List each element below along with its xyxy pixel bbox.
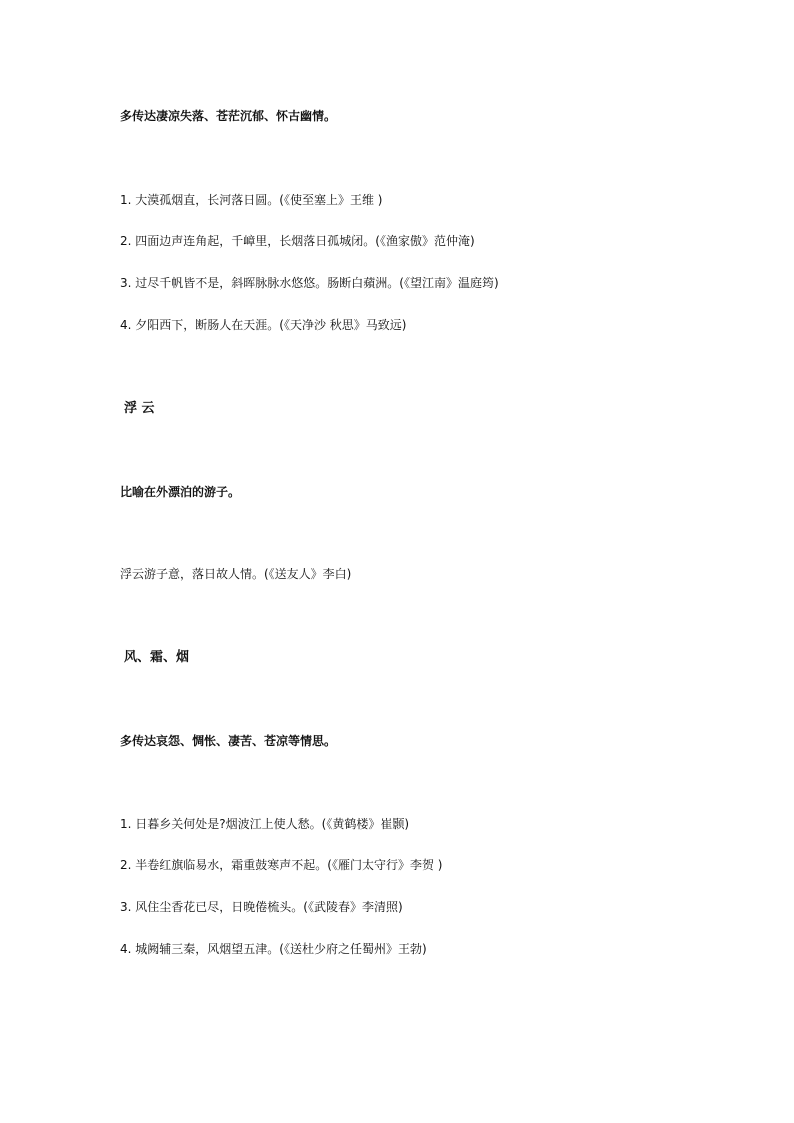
list-item: 2. 四面边声连角起，千嶂里，长烟落日孤城闭。(《渔家傲》范仲淹) [120,234,475,248]
section2-summary: 比喻在外漂泊的游子。 [120,485,241,499]
section2-heading: 浮 云 [124,401,155,416]
list-item: 1. 大漠孤烟直，长河落日圆。(《使至塞上》王维 ) [120,193,383,207]
list-item: 4. 夕阳西下，断肠人在天涯。(《天净沙 秋思》马致远) [120,318,407,332]
list-item: 浮云游子意，落日故人情。(《送友人》李白) [120,567,352,581]
list-item: 2. 半卷红旗临易水，霜重鼓寒声不起。(《雁门太守行》李贺 ) [120,858,443,872]
section1-summary: 多传达凄凉失落、苍茫沉郁、怀古幽情。 [120,109,337,123]
section3-summary: 多传达哀怨、惆怅、凄苦、苍凉等情思。 [120,734,337,748]
section3-heading: 风、霜、烟 [124,650,190,665]
list-item: 3. 风住尘香花已尽，日晚倦梳头。(《武陵春》李清照) [120,900,403,914]
list-item: 4. 城阙辅三秦，风烟望五津。(《送杜少府之任蜀州》王勃) [120,942,427,956]
list-item: 1. 日暮乡关何处是?烟波江上使人愁。(《黄鹤楼》崔颢) [120,817,409,831]
list-item: 3. 过尽千帆皆不是，斜晖脉脉水悠悠。肠断白蘋洲。(《望江南》温庭筠) [120,276,499,290]
